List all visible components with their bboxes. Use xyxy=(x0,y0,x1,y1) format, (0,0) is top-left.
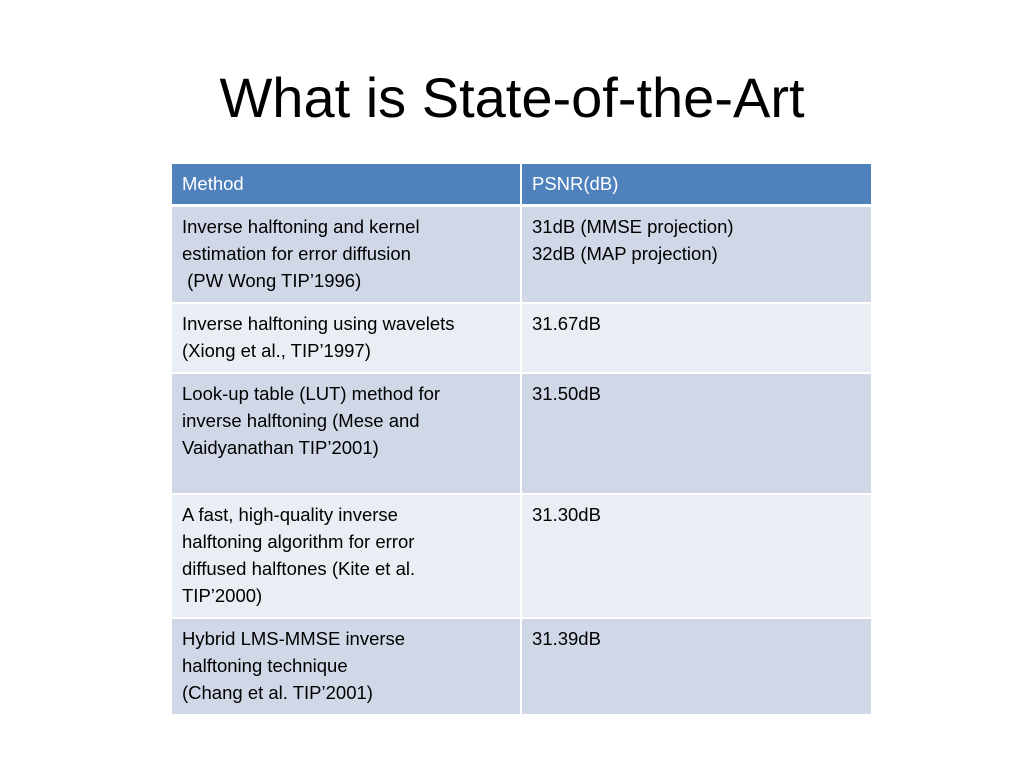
psnr-text-line: 31.30dB xyxy=(532,504,601,525)
table-row xyxy=(171,303,872,373)
method-text-line: Hybrid LMS-MMSE inverse xyxy=(182,628,406,649)
psnr-text-line: 31.39dB xyxy=(532,628,601,649)
method-text-line: TIP’2000) xyxy=(182,585,263,606)
psnr-cell xyxy=(521,303,872,373)
psnr-text-line: 32dB (MAP projection) xyxy=(532,243,718,264)
psnr-text-line: 31dB (MMSE projection) xyxy=(532,216,734,237)
method-cell xyxy=(171,303,521,373)
method-text-line: halftoning algorithm for error xyxy=(182,531,415,552)
table-row xyxy=(171,494,872,618)
method-cell xyxy=(171,373,521,494)
table-row xyxy=(171,206,872,304)
method-text-line: A fast, high-quality inverse xyxy=(182,504,398,525)
table-row xyxy=(171,618,872,715)
psnr-cell xyxy=(521,494,872,618)
method-text-line: Vaidyanathan TIP’2001) xyxy=(182,437,379,458)
method-text-line: halftoning technique xyxy=(182,655,348,676)
psnr-text-line: 31.50dB xyxy=(532,383,601,404)
header-method: Method xyxy=(171,163,521,206)
method-text-line: (PW Wong TIP’1996) xyxy=(182,270,362,291)
psnr-cell xyxy=(521,373,872,494)
method-text-line: Inverse halftoning using wavelets xyxy=(182,313,455,334)
method-text-line: estimation for error diffusion xyxy=(182,243,411,264)
method-text-line: diffused halftones (Kite et al. xyxy=(182,558,416,579)
psnr-text-line: 31.67dB xyxy=(532,313,601,334)
method-text-line: (Chang et al. TIP’2001) xyxy=(182,682,373,703)
table-header-row xyxy=(171,163,872,206)
method-text-line: Inverse halftoning and kernel xyxy=(182,216,420,237)
header-psnr: PSNR(dB) xyxy=(521,163,872,206)
method-text-line: inverse halftoning (Mese and xyxy=(182,410,420,431)
method-cell xyxy=(171,206,521,304)
method-cell xyxy=(171,618,521,715)
method-text-line: Look-up table (LUT) method for xyxy=(182,383,441,404)
psnr-cell xyxy=(521,206,872,304)
method-text-line: (Xiong et al., TIP’1997) xyxy=(182,340,371,361)
psnr-cell xyxy=(521,618,872,715)
slide-title: What is State-of-the-Art xyxy=(219,66,805,129)
method-cell xyxy=(171,494,521,618)
table-row xyxy=(171,373,872,494)
comparison-table-container xyxy=(170,162,871,716)
comparison-table xyxy=(170,162,873,716)
